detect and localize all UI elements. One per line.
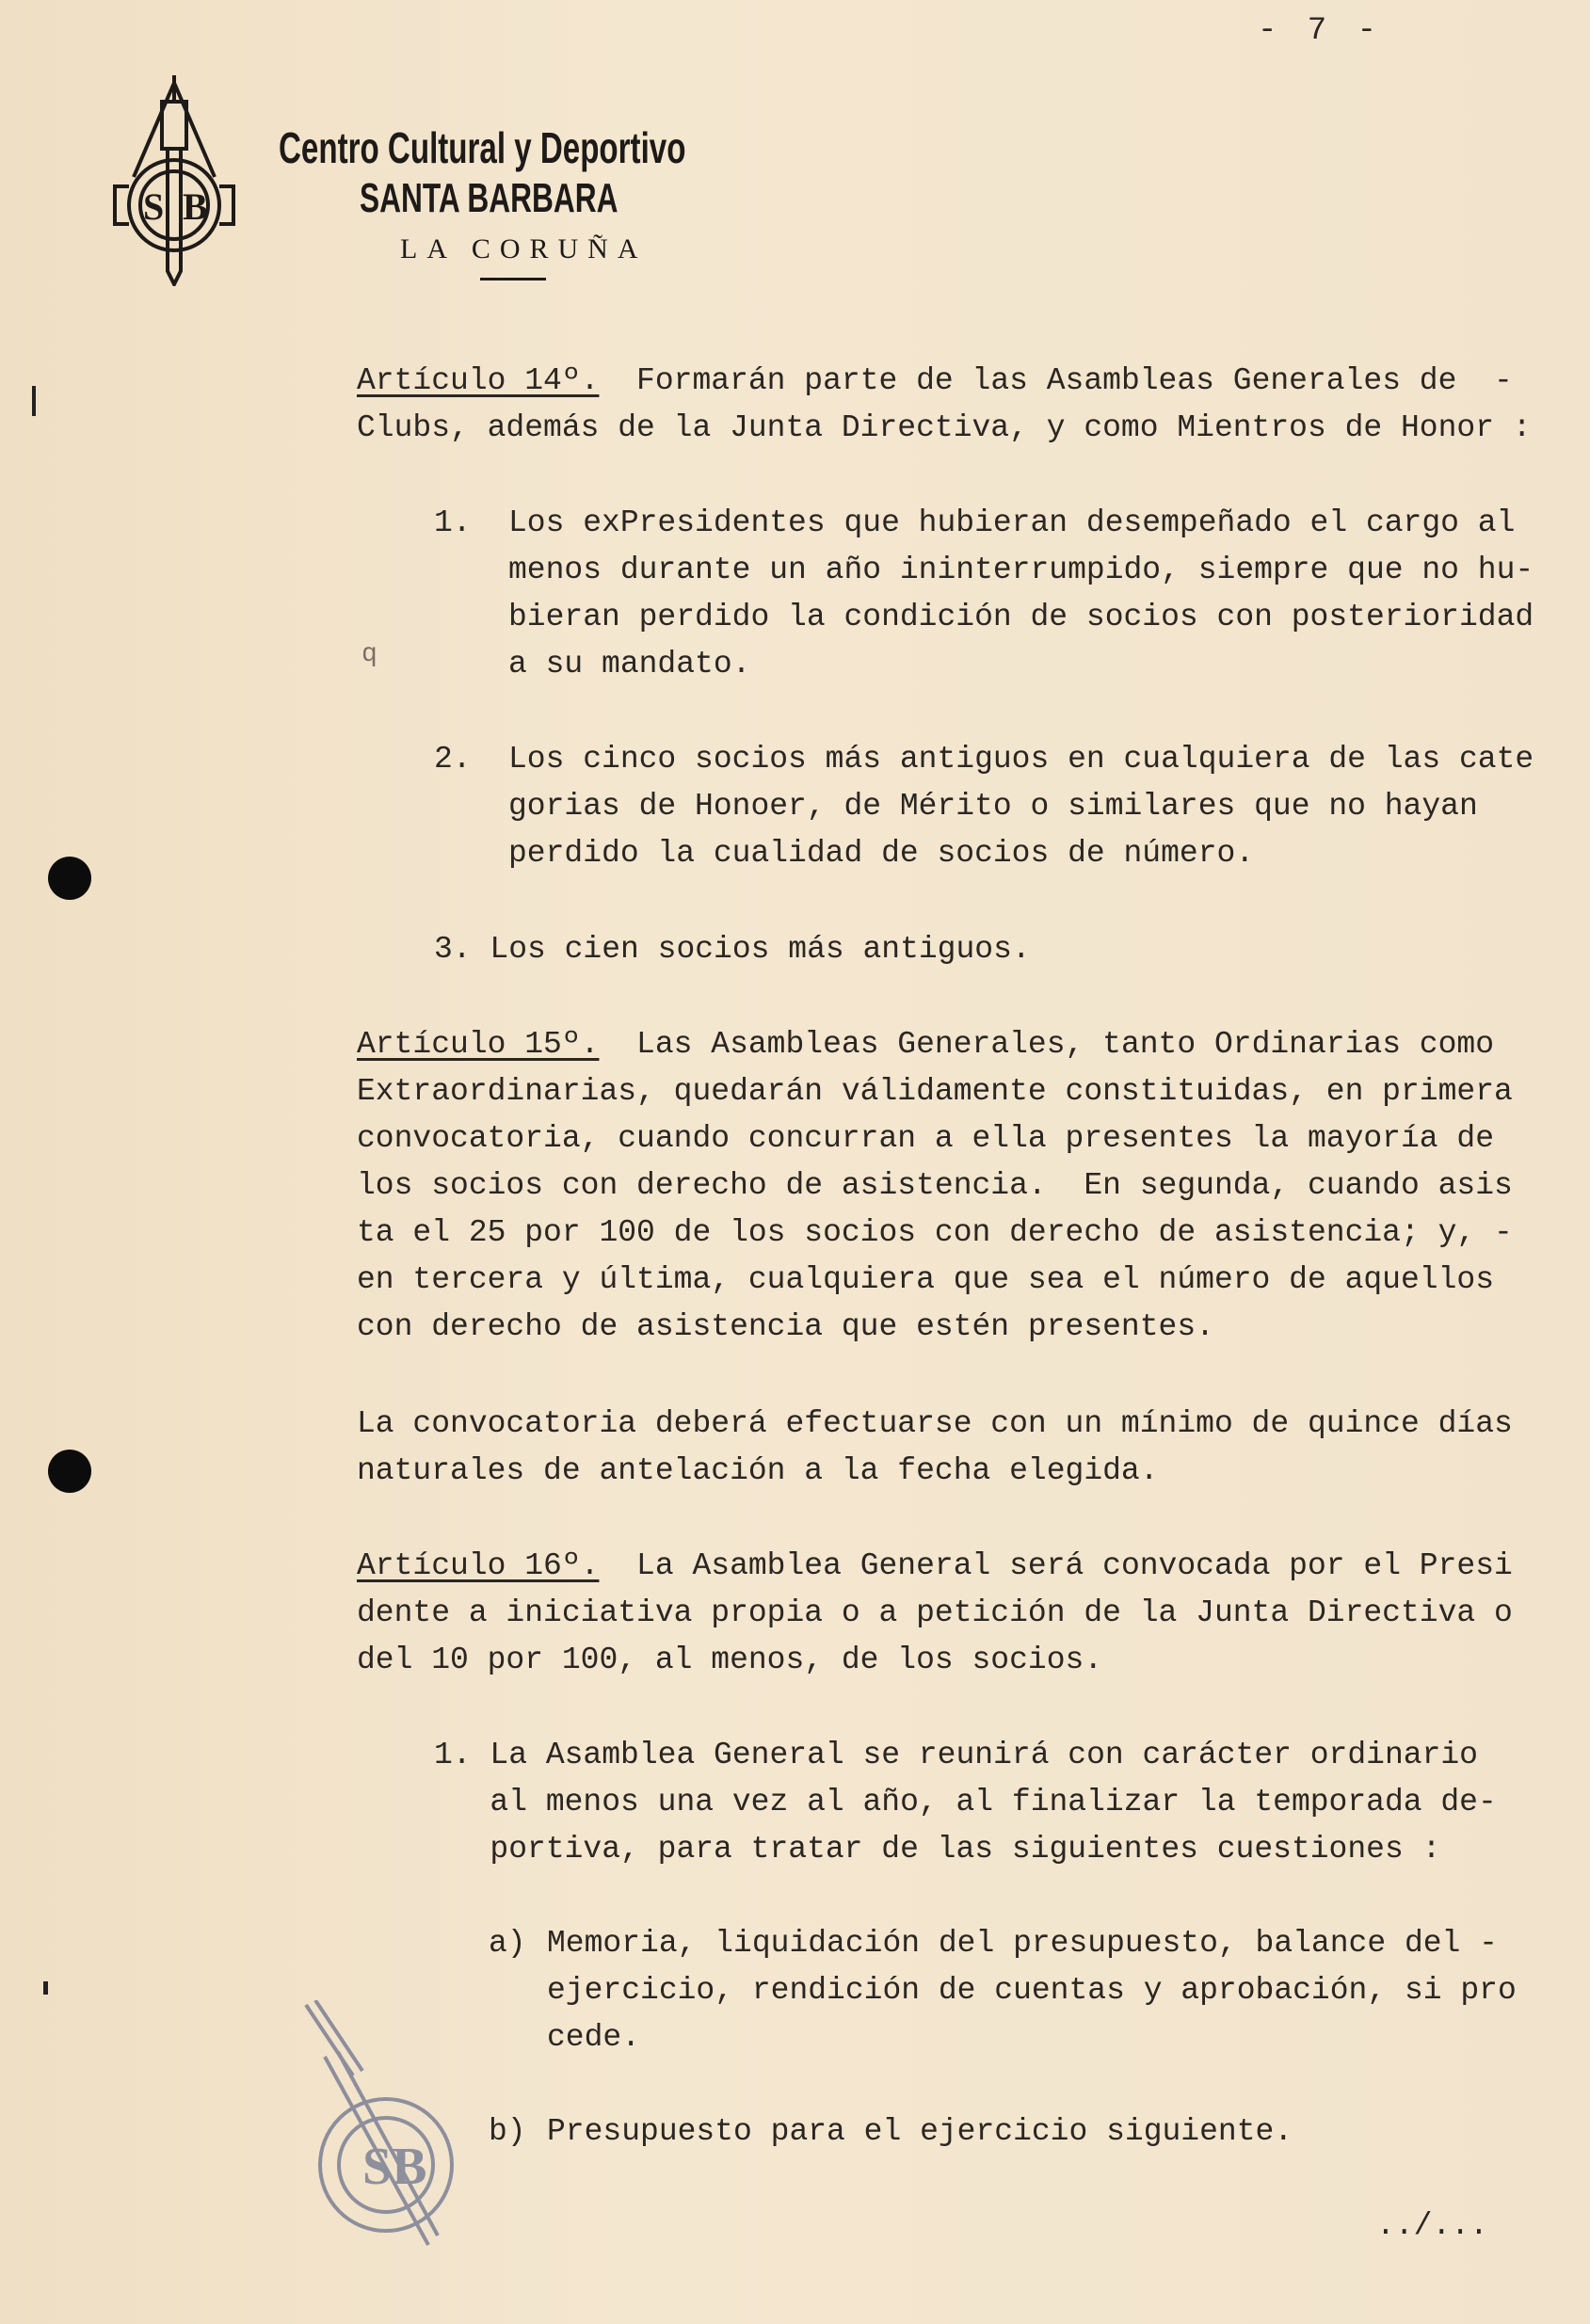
- line-text: del 10 por 100, al menos, de los socios.: [357, 1643, 1103, 1677]
- line-text: al menos una vez al año, al finalizar la temporada de-: [434, 1785, 1497, 1819]
- line-text: Clubs, además de la Junta Directiva, y como Mientros de Honor :: [357, 410, 1532, 445]
- line-text: los socios con derecho de asistencia. En segunda, cuando asis: [357, 1168, 1513, 1203]
- line-text: La Asamblea General será convocada por el Presi: [599, 1548, 1513, 1583]
- text-line: [357, 1068, 1513, 1115]
- article-heading: Artículo 16º.: [357, 1548, 600, 1583]
- line-text: convocatoria, cuando concurran a ella presentes la mayoría de: [357, 1121, 1494, 1156]
- line-text: con derecho de asistencia que estén presentes.: [357, 1309, 1214, 1344]
- line-text: bieran perdido la condición de socios con posterioridad: [508, 600, 1534, 634]
- line-text: perdido la cualidad de socios de número.: [508, 836, 1255, 871]
- text-line: [508, 736, 1534, 783]
- line-text: menos durante un año ininterrumpido, siempre que no hu-: [508, 553, 1534, 587]
- text-line: [547, 1920, 1517, 1967]
- text-line: [357, 1590, 1513, 1637]
- list-number: b): [489, 2114, 526, 2149]
- letterhead-club: SANTA BARBARA: [360, 175, 618, 221]
- line-text: en tercera y última, cualquiera que sea el número de aquellos: [357, 1262, 1494, 1297]
- block-art14-1: [434, 500, 1534, 688]
- text-line: [434, 1732, 1497, 1779]
- article-heading: Artículo 15º.: [357, 1027, 600, 1062]
- text-line: [357, 1021, 1513, 1068]
- club-logo-icon: [105, 73, 243, 286]
- line-text: Presupuesto para el ejercicio siguiente.: [547, 2114, 1293, 2149]
- text-line: [547, 2108, 1293, 2156]
- line-text: dente a iniciativa propia o a petición de la Junta Directiva o: [357, 1595, 1513, 1630]
- margin-mark: [43, 1981, 48, 1995]
- continuation-mark: ../...: [1376, 2208, 1488, 2243]
- text-line: [434, 1826, 1497, 1873]
- text-line: [357, 1304, 1513, 1351]
- line-text: Extraordinarias, quedarán válidamente constituidas, en primera: [357, 1074, 1513, 1109]
- list-number: a): [489, 1926, 526, 1961]
- svg-text:B: B: [183, 185, 208, 228]
- block-art16-1: [434, 1732, 1497, 1873]
- text-line: [508, 830, 1534, 877]
- letterhead-name: Centro Cultural y Deportivo: [279, 123, 686, 172]
- svg-text:S: S: [143, 185, 165, 228]
- line-text: Los cinco socios más antiguos en cualquiera de las cate: [508, 742, 1534, 777]
- line-text: Los exPresidentes que hubieran desempeñado el cargo al: [508, 505, 1516, 540]
- text-line: [434, 926, 1031, 973]
- text-line: [357, 1115, 1513, 1162]
- list-number: 2.: [434, 742, 472, 777]
- club-stamp-icon: [297, 2000, 475, 2264]
- block-art14-3: [434, 926, 1031, 973]
- line-text: gorias de Honoer, de Mérito o similares que no hayan: [508, 789, 1478, 824]
- article-heading: Artículo 14º.: [357, 363, 600, 398]
- punch-hole: [48, 1450, 91, 1493]
- page-number: - 7 -: [1258, 13, 1383, 49]
- margin-mark: [32, 386, 36, 416]
- text-line: [508, 783, 1534, 830]
- block-art15: [357, 1021, 1513, 1351]
- line-text: 3. Los cien socios más antiguos.: [434, 932, 1031, 967]
- text-line: [357, 1543, 1513, 1590]
- line-text: naturales de antelación a la fecha elegida.: [357, 1453, 1159, 1488]
- text-line: [547, 2014, 1517, 2061]
- line-text: ta el 25 por 100 de los socios con derecho de asistencia; y, -: [357, 1215, 1513, 1250]
- text-line: [508, 641, 1534, 688]
- margin-note: q: [361, 640, 377, 669]
- text-line: [357, 405, 1532, 452]
- block-art14: [357, 358, 1532, 452]
- letterhead-city: LA CORUÑA: [400, 233, 648, 264]
- text-line: [357, 1637, 1513, 1684]
- text-line: [357, 1448, 1513, 1495]
- line-text: portiva, para tratar de las siguientes cuestiones :: [434, 1832, 1441, 1867]
- line-text: Las Asambleas Generales, tanto Ordinarias como: [599, 1027, 1495, 1062]
- punch-hole: [48, 857, 91, 900]
- text-line: [508, 500, 1534, 547]
- block-art16-a: [489, 1920, 1517, 2061]
- line-text: La convocatoria deberá efectuarse con un mínimo de quince días: [357, 1406, 1513, 1441]
- line-text: 1. La Asamblea General se reunirá con carácter ordinario: [434, 1738, 1478, 1772]
- line-text: a su mandato.: [508, 647, 751, 681]
- line-text: Formarán parte de las Asambleas Generales de -: [599, 363, 1513, 398]
- text-line: [434, 1779, 1497, 1826]
- text-line: [357, 1257, 1513, 1304]
- line-text: cede.: [547, 2020, 641, 2055]
- text-line: [357, 1210, 1513, 1257]
- text-line: [357, 1162, 1513, 1210]
- list-number: 1.: [434, 505, 472, 540]
- block-art14-2: [434, 736, 1534, 877]
- block-art16-b: [489, 2108, 1293, 2156]
- text-line: [547, 1967, 1517, 2014]
- svg-text:SB: SB: [362, 2138, 427, 2196]
- letterhead-rule: [480, 278, 546, 280]
- line-text: Memoria, liquidación del presupuesto, balance del -: [547, 1926, 1498, 1961]
- text-line: [508, 594, 1534, 641]
- block-conv: [357, 1401, 1513, 1495]
- text-line: [357, 358, 1532, 405]
- text-line: [357, 1401, 1513, 1448]
- line-text: ejercicio, rendición de cuentas y aprobación, si pro: [547, 1973, 1517, 2008]
- block-art16: [357, 1543, 1513, 1684]
- text-line: [508, 547, 1534, 594]
